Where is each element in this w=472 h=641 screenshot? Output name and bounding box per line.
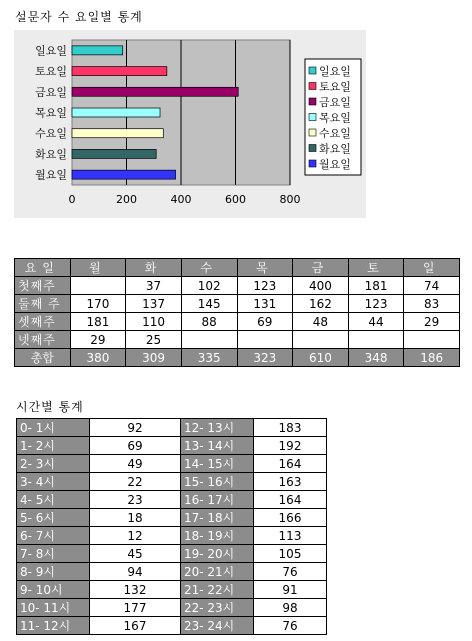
hour-range-label: 8- 9시 [17,563,90,581]
hour-count: 23 [90,491,181,509]
total-cell: 186 [404,349,460,367]
table-cell: 400 [293,277,349,295]
total-row [15,349,460,367]
table-cell: 162 [293,295,349,313]
table-row [17,437,327,455]
hourly-title: 시간별 통계 [16,400,84,414]
hour-count: 76 [254,617,327,635]
column-header: 월 [70,259,126,277]
column-header: 요일 [15,259,71,277]
legend-label: 화요일 [319,142,351,156]
legend-label: 월요일 [319,158,351,171]
total-cell: 323 [237,349,293,367]
hour-count: 163 [254,473,327,491]
hour-range-label: 5- 6시 [17,509,90,527]
table-cell [293,331,349,349]
table-cell [70,277,126,295]
x-tick-label: 400 [170,193,192,206]
hour-count: 98 [254,599,327,617]
chart-title: 설문자 수 요일별 통계 [15,10,143,24]
legend-label: 일요일 [319,65,351,78]
y-tick-label: 월요일 [35,168,67,182]
row-header: 셋째주 [15,313,71,331]
table-cell: 74 [404,277,460,295]
hour-range-label: 6- 7시 [17,527,90,545]
row-header: 첫째주 [15,277,71,295]
hour-count: 113 [254,527,327,545]
hourly-table [16,418,327,635]
hour-range-label: 17- 18시 [181,509,254,527]
table-cell: 110 [126,313,182,331]
legend-swatch [309,114,316,121]
table-cell: 123 [237,277,293,295]
hour-range-label: 0- 1시 [17,419,90,437]
table-row [17,545,327,563]
table-cell: 83 [404,295,460,313]
hour-count: 183 [254,419,327,437]
hour-count: 22 [90,473,181,491]
row-header: 둘째 주 [15,295,71,313]
table-cell: 145 [181,295,237,313]
hour-range-label: 1- 2시 [17,437,90,455]
bar [72,170,176,179]
hour-count: 132 [90,581,181,599]
total-cell: 335 [181,349,237,367]
column-header: 토 [348,259,404,277]
table-cell: 102 [181,277,237,295]
table-cell: 170 [70,295,126,313]
bar [72,108,160,117]
hour-range-label: 16- 17시 [181,491,254,509]
table-row [17,599,327,617]
legend-label: 수요일 [319,127,351,140]
y-tick-label: 화요일 [35,147,67,161]
table-cell: 25 [126,331,182,349]
table-cell: 181 [70,313,126,331]
table-cell: 48 [293,313,349,331]
hour-count: 45 [90,545,181,563]
table-row [17,419,327,437]
hour-count: 164 [254,491,327,509]
hour-range-label: 2- 3시 [17,455,90,473]
hour-range-label: 9- 10시 [17,581,90,599]
row-header: 넷째주 [15,331,71,349]
hour-count: 12 [90,527,181,545]
bar [72,87,238,96]
hour-count: 177 [90,599,181,617]
hour-range-label: 15- 16시 [181,473,254,491]
bar [72,129,163,138]
table-row [17,455,327,473]
table-row [17,581,327,599]
hour-range-label: 4- 5시 [17,491,90,509]
table-row [17,491,327,509]
total-cell: 309 [126,349,182,367]
table-cell: 88 [181,313,237,331]
legend-swatch [309,83,316,90]
x-tick-label: 200 [116,193,137,206]
hour-count: 105 [254,545,327,563]
y-tick-label: 수요일 [35,127,67,141]
table-row [15,277,460,295]
bar [72,67,167,76]
table-row [17,509,327,527]
column-header: 화 [126,259,182,277]
table-cell: 29 [404,313,460,331]
hour-count: 18 [90,509,181,527]
hour-count: 92 [90,419,181,437]
legend-swatch [309,145,316,152]
hour-range-label: 7- 8시 [17,545,90,563]
column-header: 일 [404,259,460,277]
y-tick-label: 일요일 [35,44,67,58]
table-cell: 123 [348,295,404,313]
y-tick-label: 토요일 [35,65,67,79]
hour-range-label: 20- 21시 [181,563,254,581]
legend-swatch [309,98,316,105]
table-cell: 69 [237,313,293,331]
legend-label: 토요일 [319,80,351,94]
hour-count: 69 [90,437,181,455]
table-cell: 181 [348,277,404,295]
hour-range-label: 21- 22시 [181,581,254,599]
y-tick-label: 금요일 [35,85,67,99]
legend-label: 금요일 [319,96,351,109]
hour-count: 76 [254,563,327,581]
legend-swatch [309,129,316,136]
hour-range-label: 12- 13시 [181,419,254,437]
bar [72,46,123,55]
hour-range-label: 23- 24시 [181,617,254,635]
x-tick-label: 600 [225,193,246,206]
table-row [17,527,327,545]
hour-count: 91 [254,581,327,599]
total-cell: 380 [70,349,126,367]
hour-count: 164 [254,455,327,473]
hour-count: 49 [90,455,181,473]
bar [72,149,156,158]
hour-count: 94 [90,563,181,581]
hour-range-label: 18- 19시 [181,527,254,545]
hour-range-label: 13- 14시 [181,437,254,455]
legend-label: 목요일 [319,111,351,125]
table-cell [181,331,237,349]
table-cell: 137 [126,295,182,313]
hour-count: 167 [90,617,181,635]
hour-count: 166 [254,509,327,527]
hour-count: 192 [254,437,327,455]
weekday-chart [14,30,366,218]
table-cell: 29 [70,331,126,349]
table-cell: 44 [348,313,404,331]
total-cell: 총합 [15,349,71,367]
weekday-table [14,258,460,367]
hour-range-label: 10- 11시 [17,599,90,617]
weekday-bar-chart [14,30,366,218]
table-row [15,313,460,331]
hour-range-label: 19- 20시 [181,545,254,563]
table-header-row [15,259,460,277]
total-cell: 610 [293,349,349,367]
x-tick-label: 800 [279,193,301,206]
column-header: 금 [293,259,349,277]
table-cell: 131 [237,295,293,313]
column-header: 목 [237,259,293,277]
hour-range-label: 14- 15시 [181,455,254,473]
table-row [15,295,460,313]
hour-range-label: 11- 12시 [17,617,90,635]
x-tick-label: 0 [68,193,76,206]
legend-swatch [309,67,316,74]
hour-range-label: 22- 23시 [181,599,254,617]
table-row [15,331,460,349]
column-header: 수 [181,259,237,277]
table-cell: 37 [126,277,182,295]
table-row [17,563,327,581]
table-cell [237,331,293,349]
table-cell [404,331,460,349]
legend-swatch [309,160,316,167]
table-cell [348,331,404,349]
total-cell: 348 [348,349,404,367]
table-row [17,617,327,635]
y-tick-label: 목요일 [35,106,67,120]
table-row [17,473,327,491]
hour-range-label: 3- 4시 [17,473,90,491]
